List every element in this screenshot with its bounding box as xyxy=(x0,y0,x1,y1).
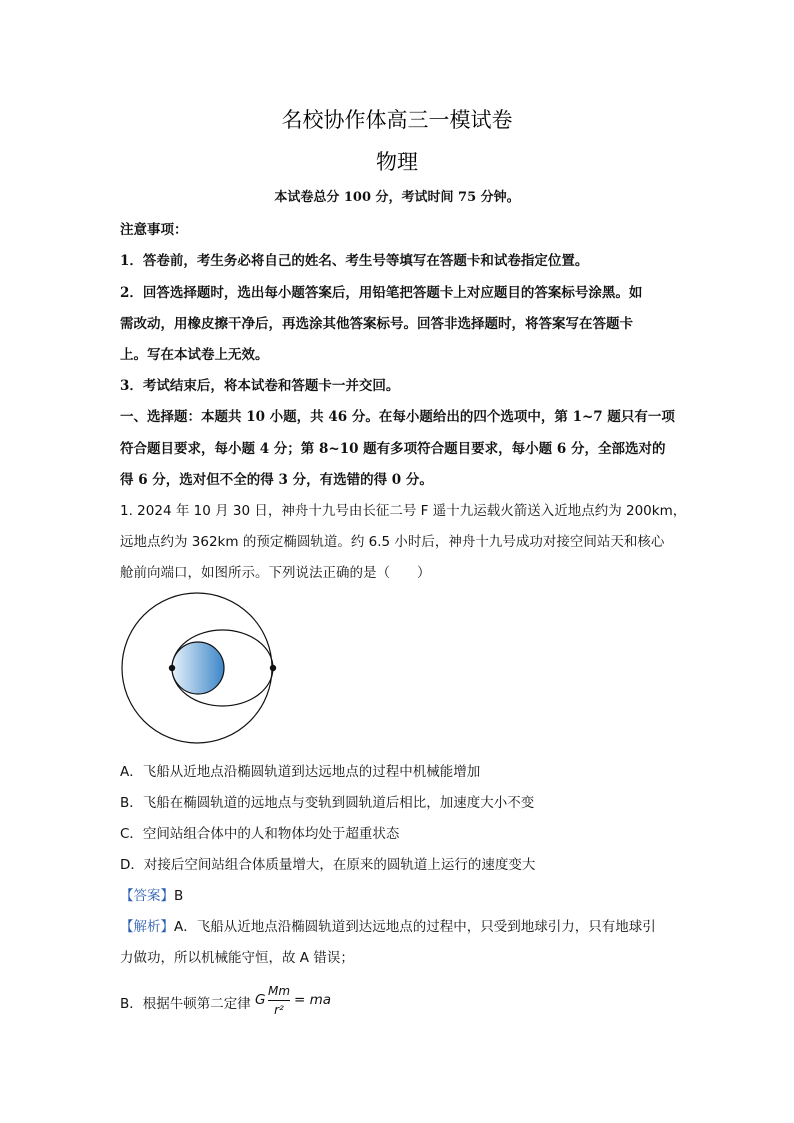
formula-numerator: Mm xyxy=(268,984,291,998)
notice-item-2-line-3: 上。写在本试卷上无效。 xyxy=(120,347,269,363)
formula-denominator: r² xyxy=(274,1003,284,1017)
formula-g: G xyxy=(255,992,266,1008)
analysis-tag: 【解析】 xyxy=(120,919,174,935)
formula-fraction xyxy=(268,984,290,1017)
perigee-point xyxy=(169,665,175,671)
exam-info: 本试卷总分 100 分，考试时间 75 分钟。 xyxy=(274,190,520,205)
analysis-text-1: A．飞船从近地点沿椭圆轨道到达远地点的过程中，只受到地球引力，只有地球引 xyxy=(174,919,656,935)
answer-value: B xyxy=(174,888,184,904)
analysis-line-1 xyxy=(120,915,680,935)
notice-item-3: 3．考试结束后，将本试卷和答题卡一并交回。 xyxy=(120,378,400,394)
formula-rest: = ma xyxy=(294,992,332,1008)
section-1-line-2: 符合题目要求，每小题 4 分；第 8~10 题有多项符合题目要求，每小题 6 分，全部选对的 xyxy=(120,441,666,457)
subject-title: 物理 xyxy=(376,150,418,174)
option-c: C．空间站组合体中的人和物体均处于超重状态 xyxy=(120,826,400,842)
apogee-point xyxy=(270,665,276,671)
formula-lead: B．根据牛顿第二定律 xyxy=(120,996,251,1012)
notice-item-1: 1．答卷前，考生务必将自己的姓名、考生号等填写在答题卡和试卷指定位置。 xyxy=(120,253,589,269)
notice-item-2-line-1: 2．回答选择题时，选出每小题答案后，用铅笔把答题卡上对应题目的答案标号涂黑。如 xyxy=(120,285,643,301)
notice-item-2-line-2: 需改动，用橡皮擦干净后，再选涂其他答案标号。回答非选择题时，将答案写在答题卡 xyxy=(120,316,633,332)
orbit-diagram xyxy=(118,590,278,750)
option-a: A．飞船从近地点沿椭圆轨道到达远地点的过程中机械能增加 xyxy=(120,764,481,780)
exam-title: 名校协作体高三一模试卷 xyxy=(281,108,513,132)
notice-heading: 注意事项： xyxy=(120,222,188,238)
option-b: B．飞船在椭圆轨道的远地点与变轨到圆轨道后相比，加速度大小不变 xyxy=(120,795,535,811)
answer-line xyxy=(120,884,680,904)
earth xyxy=(172,642,224,694)
question-1-stem-line-1: 1. 2024 年 10 月 30 日，神舟十九号由长征二号 F 遥十九运载火箭送入近地点约为 200km， xyxy=(120,503,687,519)
analysis-line-2: 力做功，所以机械能守恒，故 A 错误； xyxy=(120,950,354,966)
section-1-line-1: 一、选择题：本题共 10 小题，共 46 分。在每小题给出的四个选项中，第 1~7 题只有一项 xyxy=(120,409,675,425)
question-1-stem-line-3: 舱前向端口，如图所示。下列说法正确的是（ ） xyxy=(120,565,431,581)
section-1-line-3: 得 6 分，选对但不全的得 3 分，有选错的得 0 分。 xyxy=(120,472,433,488)
fraction-bar xyxy=(268,1000,290,1001)
question-1-stem-line-2: 远地点约为 362km 的预定椭圆轨道。约 6.5 小时后，神舟十九号成功对接空间站天和核心 xyxy=(120,534,665,550)
option-d: D．对接后空间站组合体质量增大，在原来的圆轨道上运行的速度变大 xyxy=(120,857,536,873)
answer-tag: 【答案】 xyxy=(120,888,174,904)
